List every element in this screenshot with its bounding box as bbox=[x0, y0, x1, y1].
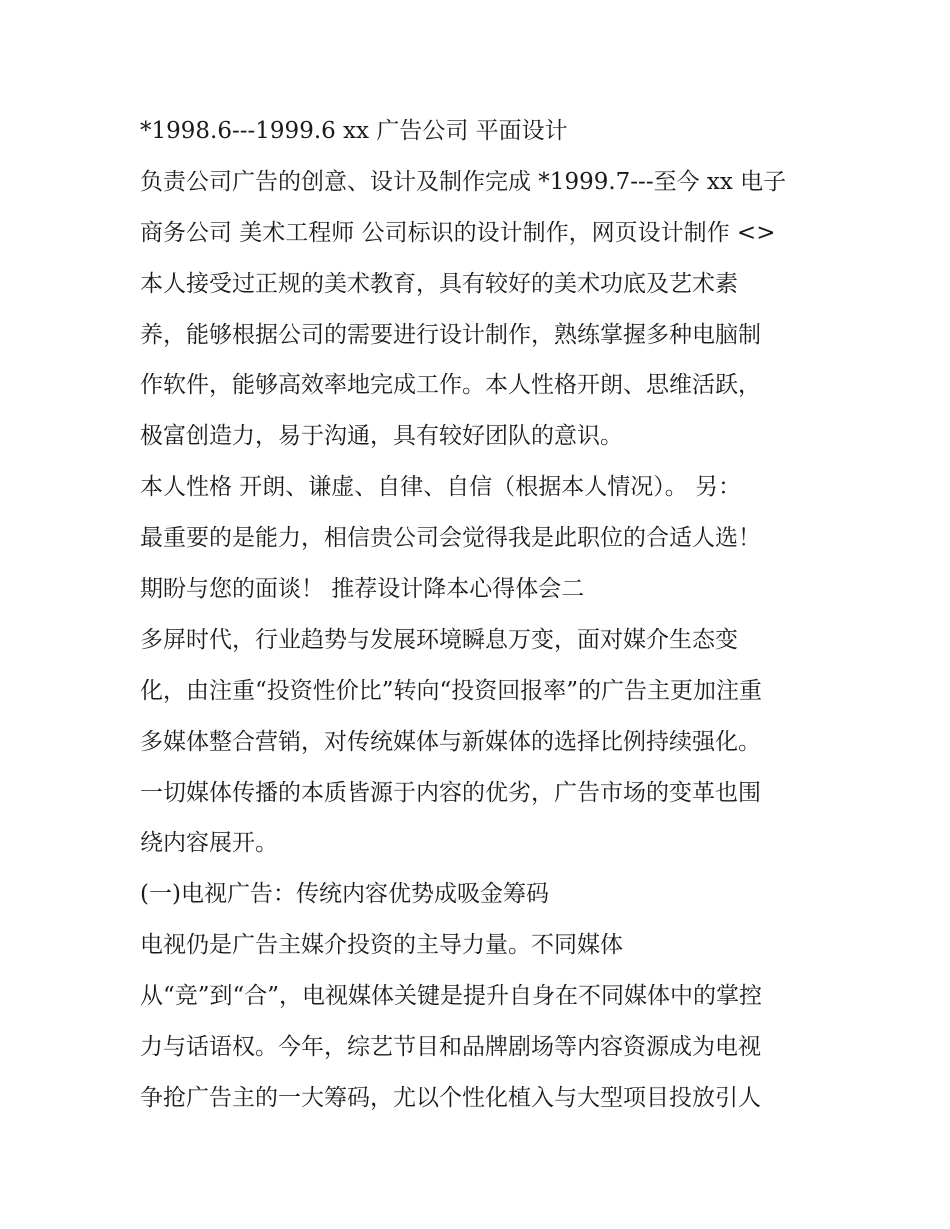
text-line-10: 期盼与您的面谈！ 推荐设计降本心得体会二 bbox=[140, 576, 585, 603]
text-line-15: 绕内容展开。 bbox=[140, 830, 278, 857]
text-line-2: 负责公司广告的创意、设计及制作完成 *1999.7---至今 xx 电子 bbox=[140, 168, 787, 195]
document-body bbox=[140, 106, 820, 1124]
text-line-5: 养，能够根据公司的需要进行设计制作，熟练掌握多种电脑制 bbox=[140, 321, 761, 348]
text-line-9: 最重要的是能力，相信贵公司会觉得我是此职位的合适人选！ bbox=[140, 525, 761, 552]
text-line-19: 力与话语权。今年，综艺节目和品牌剧场等内容资源成为电视 bbox=[140, 1034, 761, 1061]
text-line-8: 本人性格 开朗、谦虚、自律、自信（根据本人情况）。 另： bbox=[140, 474, 742, 501]
text-line-7: 极富创造力，易于沟通，具有较好团队的意识。 bbox=[140, 423, 623, 450]
text-line-3: 商务公司 美术工程师 公司标识的设计制作，网页设计制作 <> bbox=[140, 219, 776, 246]
text-line-13: 多媒体整合营销，对传统媒体与新媒体的选择比例持续强化。 bbox=[140, 728, 761, 755]
text-line-4: 本人接受过正规的美术教育，具有较好的美术功底及艺术素 bbox=[140, 270, 738, 297]
text-line-16: (一)电视广告：传统内容优势成吸金筹码 bbox=[140, 881, 549, 908]
text-line-17: 电视仍是广告主媒介投资的主导力量。不同媒体 bbox=[140, 932, 623, 959]
text-line-18: 从“竞”到“合”，电视媒体关键是提升自身在不同媒体中的掌控 bbox=[140, 983, 763, 1010]
text-line-11: 多屏时代，行业趋势与发展环境瞬息万变，面对媒介生态变 bbox=[140, 626, 738, 653]
text-line-12: 化，由注重“投资性价比”转向“投资回报率”的广告主更加注重 bbox=[140, 677, 763, 704]
text-line-1: *1998.6---1999.6 xx 广告公司 平面设计 bbox=[140, 118, 568, 144]
text-line-14: 一切媒体传播的本质皆源于内容的优劣，广告市场的变革也围 bbox=[140, 779, 761, 806]
text-line-20: 争抢广告主的一大筹码，尤以个性化植入与大型项目投放引人 bbox=[140, 1084, 761, 1111]
text-line-6: 作软件，能够高效率地完成工作。本人性格开朗、思维活跃， bbox=[140, 372, 761, 399]
